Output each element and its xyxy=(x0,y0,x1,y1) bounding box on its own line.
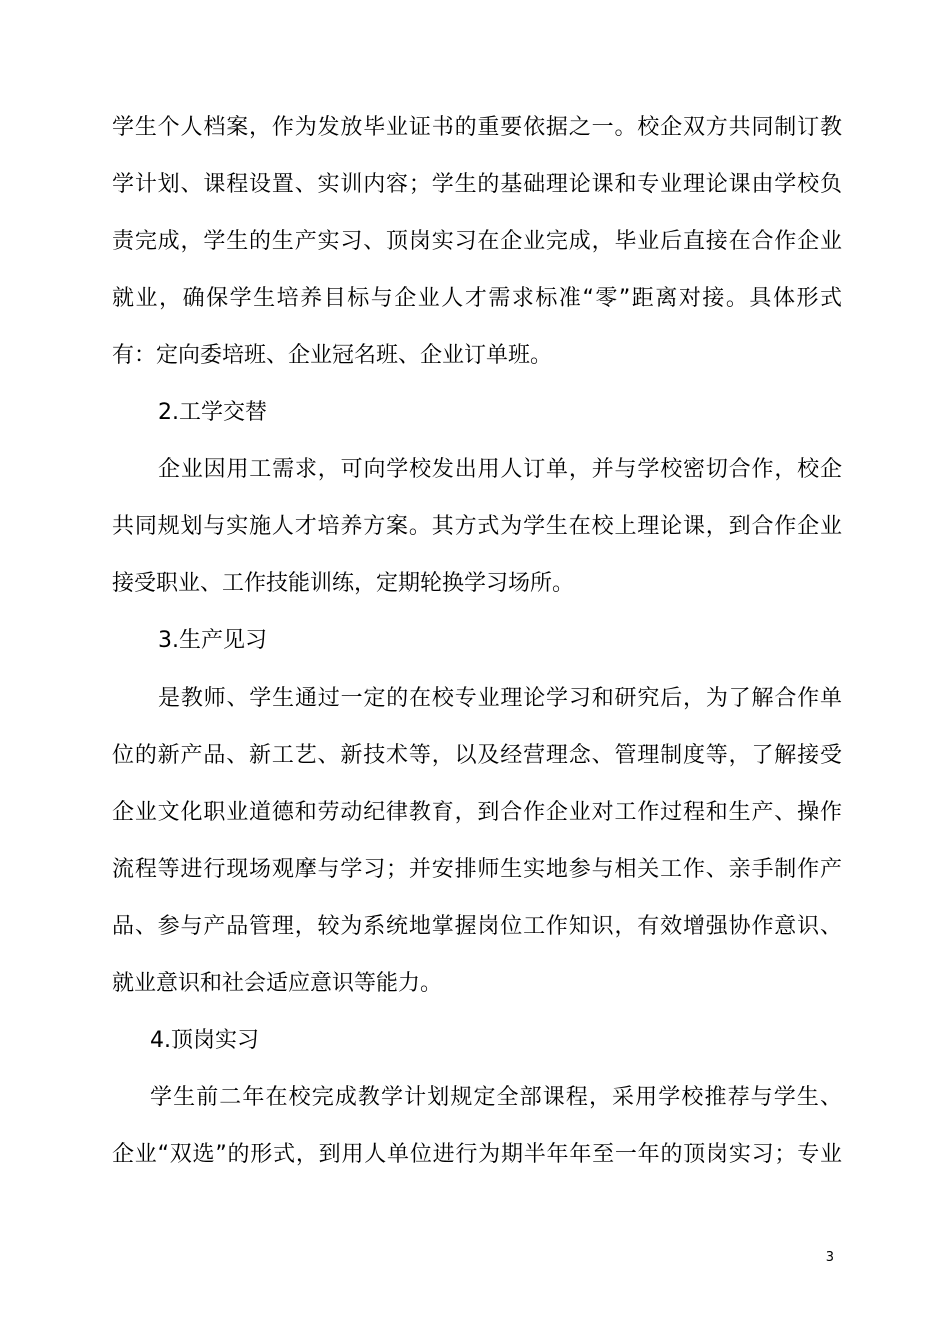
text-line-3: 责完成，学生的生产实习、顶岗实习在企业完成，毕业后直接在合作企业 xyxy=(112,229,842,254)
text-line-14: 就业意识和社会适应意识等能力。 xyxy=(112,971,443,996)
text-line-5: 有：定向委培班、企业冠名班、企业订单班。 xyxy=(112,343,553,368)
text-line-8: 接受职业、工作技能训练，定期轮换学习场所。 xyxy=(112,571,575,596)
text-line-16: 企业“双选”的形式，到用人单位进行为期半年年至一年的顶岗实习；专业 xyxy=(112,1142,842,1167)
text-line-7: 共同规划与实施人才培养方案。其方式为学生在校上理论课，到合作企业 xyxy=(112,514,842,539)
text-line-4: 就业，确保学生培养目标与企业人才需求标准“零”距离对接。具体形式 xyxy=(112,286,842,311)
text-line-11: 企业文化职业道德和劳动纪律教育，到合作企业对工作过程和生产、操作 xyxy=(112,800,842,825)
text-line-9: 是教师、学生通过一定的在校专业理论学习和研究后，为了解合作单 xyxy=(158,686,842,711)
section-heading-4: 4.顶岗实习 xyxy=(150,1028,259,1053)
text-line-6: 企业因用工需求，可向学校发出用人订单，并与学校密切合作，校企 xyxy=(158,457,842,482)
page-number: 3 xyxy=(825,1250,834,1265)
text-line-12: 流程等进行现场观摩与学习；并安排师生实地参与相关工作、亲手制作产 xyxy=(112,857,842,882)
section-heading-2: 2.工学交替 xyxy=(158,400,267,425)
text-line-13: 品、参与产品管理，较为系统地掌握岗位工作知识，有效增强协作意识、 xyxy=(112,914,842,939)
section-heading-3: 3.生产见习 xyxy=(158,628,267,653)
text-line-15: 学生前二年在校完成教学计划规定全部课程，采用学校推荐与学生、 xyxy=(150,1085,842,1110)
text-line-1: 学生个人档案，作为发放毕业证书的重要依据之一。校企双方共同制订教 xyxy=(112,115,842,140)
text-line-2: 学计划、课程设置、实训内容；学生的基础理论课和专业理论课由学校负 xyxy=(112,172,842,197)
text-line-10: 位的新产品、新工艺、新技术等，以及经营理念、管理制度等，了解接受 xyxy=(112,743,842,768)
